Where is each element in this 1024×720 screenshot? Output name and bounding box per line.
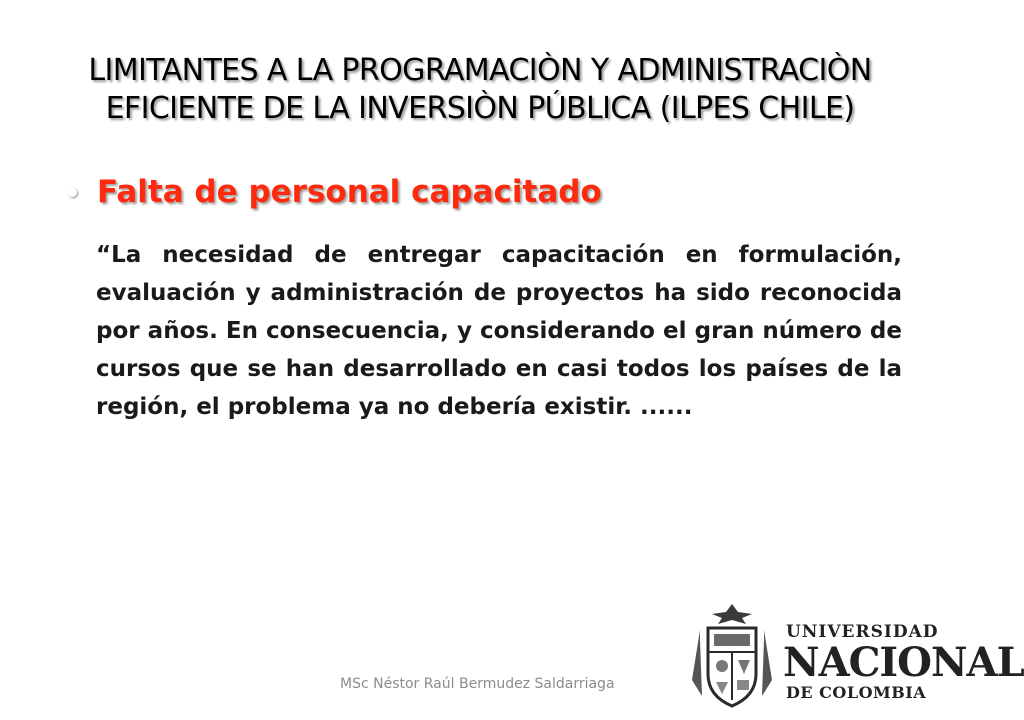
bullet-dot-icon (68, 188, 77, 197)
university-logo (682, 600, 1024, 712)
quote-paragraph: “La necesidad de entregar capacitación en formulación, evaluación y administración de proyectos ha sido reconocida por años. En consecuencia, y considerando el gran número de cursos que se han desarrollado en casi todos los países de la región, el problema ya no debería existir. ...... (96, 242, 902, 420)
logo-line-universidad: UNIVERSIDAD (786, 622, 939, 642)
logo-line-colombia: DE COLOMBIA (786, 683, 927, 702)
title-line-1: LIMITANTES A LA PROGRAMACIÒN Y ADMINISTRACIÒN (88, 53, 872, 88)
title-line-2: EFICIENTE DE LA INVERSIÒN PÚBLICA (ILPES CHILE) (105, 91, 855, 126)
university-seal-icon (682, 600, 782, 712)
slide-title (40, 52, 920, 128)
university-name (783, 622, 1024, 702)
bullet-heading: Falta de personal capacitado (97, 174, 602, 210)
footer-author: MSc Néstor Raúl Bermudez Saldarriaga (340, 676, 615, 692)
logo-line-nacional: NACIONAL (783, 639, 1024, 686)
bullet-item (68, 174, 602, 210)
